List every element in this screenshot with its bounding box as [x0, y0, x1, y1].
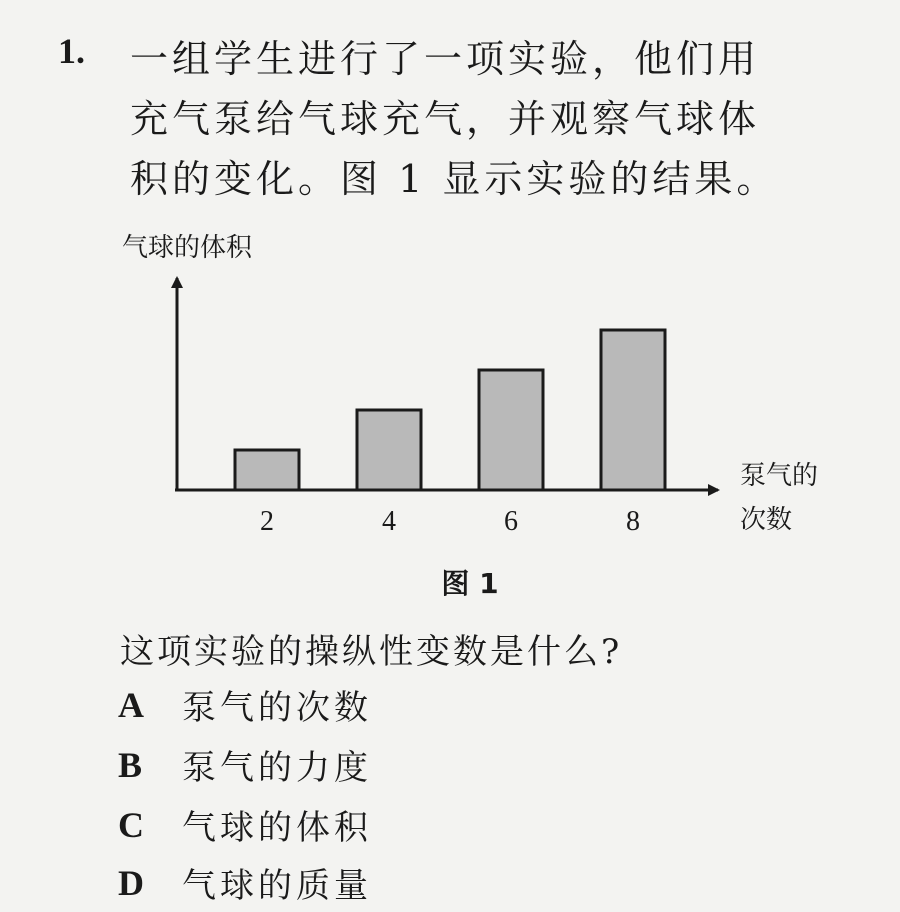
option-a-text: 泵气的次数	[182, 688, 372, 728]
option-a[interactable]	[118, 680, 372, 729]
figure-caption: 图 1	[441, 567, 499, 600]
option-b-letter: B	[118, 744, 143, 785]
option-d-letter: D	[118, 862, 144, 903]
x-tick-label-2: 2	[260, 506, 274, 537]
y-axis-label: 气球的体积	[122, 233, 253, 263]
option-c-letter: C	[118, 804, 144, 845]
x-axis-label-line-1: 泵气的	[740, 461, 819, 491]
x-tick-label-4: 4	[382, 506, 396, 537]
question-stem-line-3: 积的变化。图 1 显示实验的结果。	[130, 157, 779, 201]
x-axis-label-line-2: 次数	[740, 505, 793, 535]
question-stem-line-2: 充气泵给气球充气，并观察气球体	[130, 97, 761, 141]
option-d[interactable]	[118, 858, 372, 907]
bar-4	[357, 410, 421, 490]
option-b-text: 泵气的力度	[182, 748, 372, 788]
option-a-letter: A	[118, 684, 144, 725]
option-c-text: 气球的体积	[182, 808, 372, 848]
option-d-text: 气球的质量	[182, 866, 372, 906]
option-c[interactable]	[118, 800, 372, 849]
bar-6	[479, 370, 543, 490]
option-b[interactable]	[118, 740, 372, 789]
x-tick-label-6: 6	[504, 506, 518, 537]
bar-8	[601, 330, 665, 490]
question-stem-line-1: 一组学生进行了一项实验，他们用	[130, 37, 761, 81]
x-tick-label-8: 8	[626, 506, 640, 537]
question-prompt: 这项实验的操纵性变数是什么?	[120, 632, 623, 672]
bar-2	[235, 450, 299, 490]
question-number: 1.	[58, 31, 85, 71]
